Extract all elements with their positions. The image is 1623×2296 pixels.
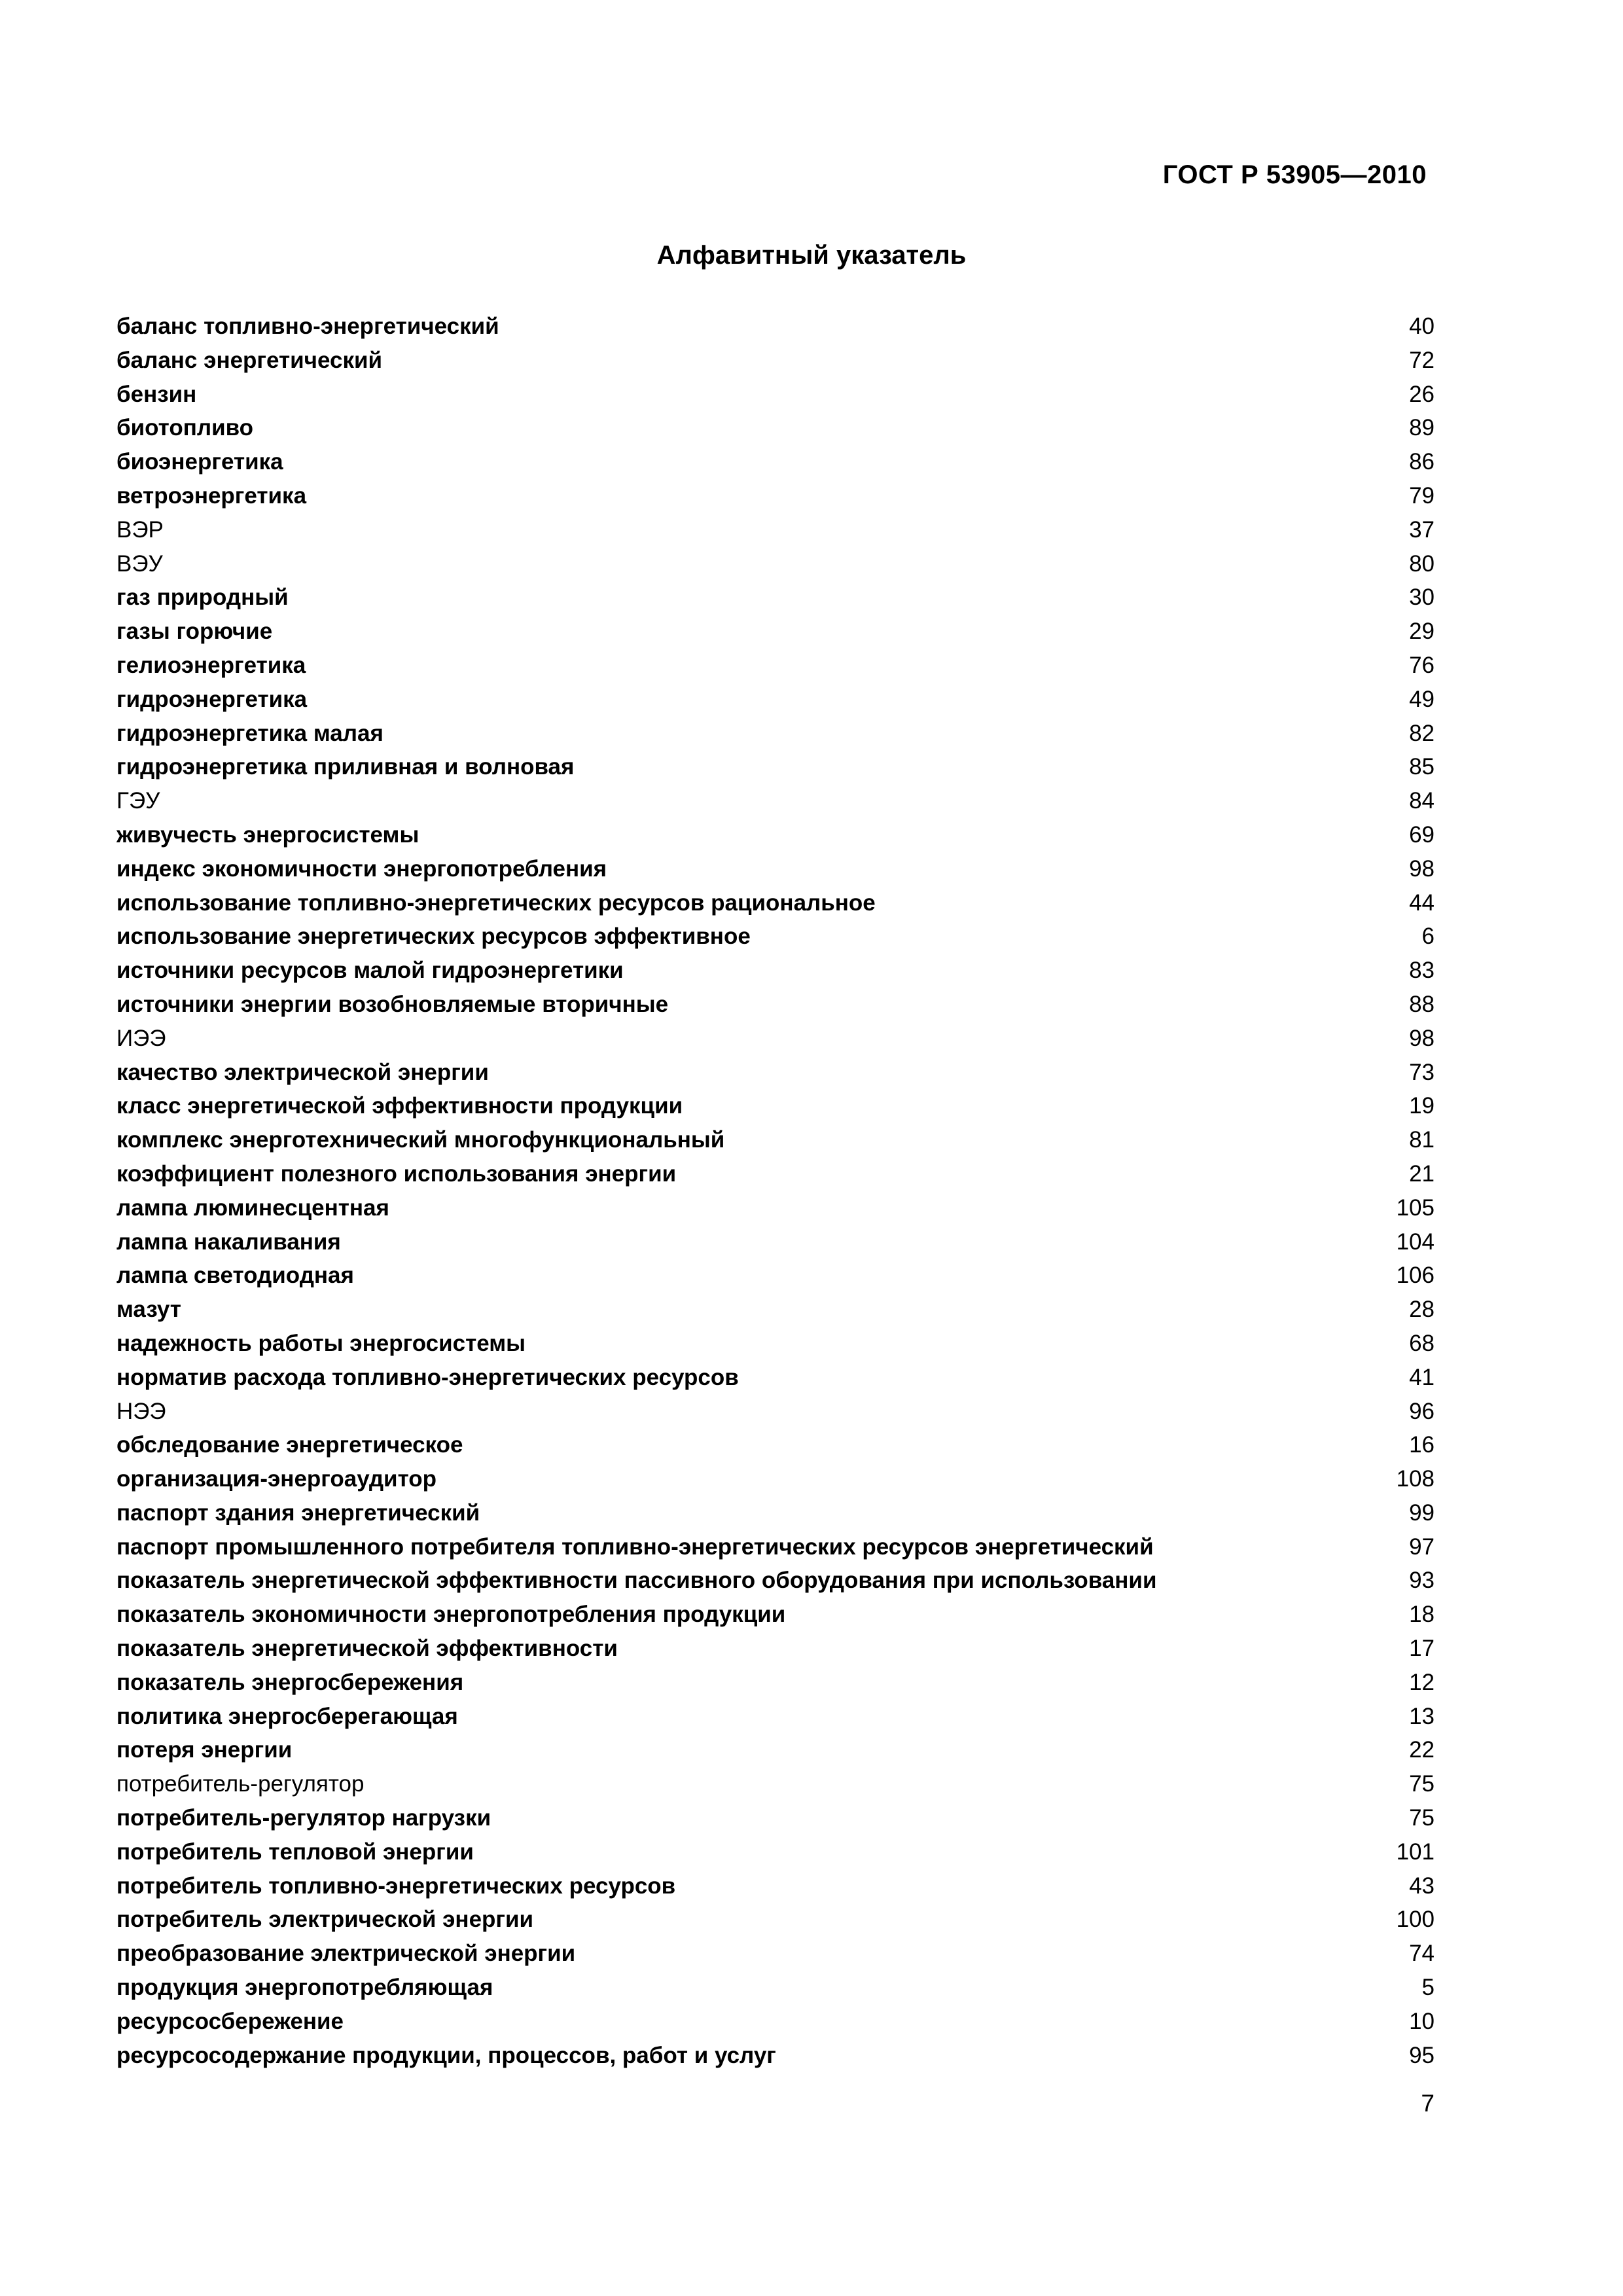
index-entry (116, 1327, 1435, 1361)
index-entry (116, 1259, 1435, 1293)
index-term: ветроэнергетика (116, 482, 307, 509)
index-term: ВЭР (116, 516, 164, 543)
index-term: биоэнергетика (116, 449, 283, 475)
index-page-ref: 100 (1396, 1907, 1435, 1933)
index-page-ref: 105 (1396, 1194, 1435, 1221)
index-page-ref: 97 (1409, 1534, 1435, 1560)
index-entry (116, 547, 1435, 581)
index-term: ресурсосодержание продукции, процессов, работ и услуг (116, 2042, 776, 2068)
index-page-ref: 80 (1409, 550, 1435, 577)
index-term: паспорт здания энергетический (116, 1499, 480, 1526)
index-term: надежность работы энергосистемы (116, 1330, 526, 1356)
index-entry (116, 1767, 1435, 1801)
index-page-ref: 89 (1409, 415, 1435, 441)
index-entry (116, 445, 1435, 479)
index-entry (116, 1225, 1435, 1259)
index-page-ref: 17 (1409, 1636, 1435, 1662)
index-term: обследование энергетическое (116, 1432, 463, 1458)
index-term: НЭЭ (116, 1398, 166, 1424)
index-entry (116, 310, 1435, 344)
index-entry (116, 1869, 1435, 1903)
index-term: гидроэнергетика приливная и волновая (116, 754, 575, 780)
index-page-ref: 82 (1409, 720, 1435, 746)
index-entry (116, 1428, 1435, 1462)
index-term: потребитель топливно-энергетических ресурсов (116, 1873, 676, 1899)
index-term: политика энергосберегающая (116, 1703, 458, 1729)
index-entry (116, 717, 1435, 751)
index-entry (116, 1191, 1435, 1225)
index-term: мазут (116, 1297, 181, 1323)
index-entry (116, 750, 1435, 784)
index-entry (116, 818, 1435, 852)
index-term: комплекс энерготехнический многофункциональный (116, 1127, 725, 1153)
index-term: класс энергетической эффективности продукции (116, 1093, 683, 1119)
index-page-ref: 95 (1409, 2042, 1435, 2068)
index-term: газ природный (116, 584, 289, 611)
index-term: паспорт промышленного потребителя топливно-энергетических ресурсов энергетический (116, 1534, 1154, 1560)
index-term: показатель экономичности энергопотребления продукции (116, 1602, 786, 1628)
index-entry (116, 683, 1435, 717)
index-term: лампа люминесцентная (116, 1194, 389, 1221)
index-page-ref: 22 (1409, 1737, 1435, 1763)
index-entry (116, 1496, 1435, 1530)
index-term: лампа накаливания (116, 1229, 341, 1255)
index-page-ref: 79 (1409, 482, 1435, 509)
index-entry (116, 378, 1435, 412)
index-entry (116, 1598, 1435, 1632)
index-entry (116, 1022, 1435, 1056)
index-term: показатель энергетической эффективности (116, 1636, 618, 1662)
index-page-ref: 96 (1409, 1398, 1435, 1424)
index-term: лампа светодиодная (116, 1263, 354, 1289)
index-entry (116, 1700, 1435, 1734)
index-page-ref: 6 (1421, 924, 1435, 950)
index-entry (116, 1801, 1435, 1835)
index-entry (116, 1293, 1435, 1327)
index-entry (116, 1530, 1435, 1564)
index-term: ВЭУ (116, 550, 163, 577)
index-term: ресурсосбережение (116, 2008, 344, 2034)
index-page-ref: 101 (1396, 1839, 1435, 1865)
index-entry (116, 852, 1435, 886)
index-entry (116, 1835, 1435, 1869)
index-page-ref: 73 (1409, 1059, 1435, 1085)
index-page-ref: 98 (1409, 1025, 1435, 1051)
index-term: преобразование электрической энергии (116, 1941, 576, 1967)
index-term: биотопливо (116, 415, 254, 441)
index-entry (116, 479, 1435, 513)
index-page-ref: 10 (1409, 2008, 1435, 2034)
index-page-ref: 28 (1409, 1297, 1435, 1323)
index-entry (116, 1157, 1435, 1191)
index-term: гелиоэнергетика (116, 652, 306, 678)
page-title: Алфавитный указатель (656, 241, 967, 270)
index-entry (116, 1462, 1435, 1496)
index-page-ref: 18 (1409, 1602, 1435, 1628)
index-term: гидроэнергетика (116, 686, 308, 712)
index-entry (116, 1733, 1435, 1767)
index-page-ref: 84 (1409, 788, 1435, 814)
index-page-ref: 19 (1409, 1093, 1435, 1119)
index-page-ref: 88 (1409, 991, 1435, 1017)
index-entry (116, 2039, 1435, 2073)
index-page-ref: 74 (1409, 1941, 1435, 1967)
index-page-ref: 98 (1409, 855, 1435, 882)
index-entry (116, 649, 1435, 683)
index-page-ref: 106 (1396, 1263, 1435, 1289)
index-term: потребитель тепловой энергии (116, 1839, 474, 1865)
index-entry (116, 784, 1435, 818)
index-term: баланс энергетический (116, 347, 383, 373)
index-page-ref: 16 (1409, 1432, 1435, 1458)
index-page-ref: 108 (1396, 1466, 1435, 1492)
index-term: качество электрической энергии (116, 1059, 489, 1085)
index-term: индекс экономичности энергопотребления (116, 855, 607, 882)
index-entry (116, 1361, 1435, 1395)
index-page-ref: 85 (1409, 754, 1435, 780)
index-term: источники энергии возобновляемые вторичные (116, 991, 669, 1017)
index-term: потребитель-регулятор нагрузки (116, 1805, 491, 1831)
index-entry (116, 954, 1435, 988)
index-page-ref: 26 (1409, 381, 1435, 407)
index-term: ГЭУ (116, 788, 160, 814)
index-entry (116, 1971, 1435, 2005)
index-page-ref: 93 (1409, 1568, 1435, 1594)
index-term: использование энергетических ресурсов эффективное (116, 924, 751, 950)
index-term: норматив расхода топливно-энергетических ресурсов (116, 1364, 739, 1390)
page-number: 7 (1421, 2090, 1435, 2117)
index-term: бензин (116, 381, 197, 407)
index-page-ref: 29 (1409, 619, 1435, 645)
index-term: показатель энергосбережения (116, 1669, 464, 1695)
index-page-ref: 83 (1409, 958, 1435, 984)
index-term: газы горючие (116, 619, 273, 645)
index-entry (116, 513, 1435, 547)
index-page-ref: 5 (1421, 1975, 1435, 2001)
index-page-ref: 30 (1409, 584, 1435, 611)
index-term: гидроэнергетика малая (116, 720, 383, 746)
index-page-ref: 49 (1409, 686, 1435, 712)
index-term: организация-энергоаудитор (116, 1466, 437, 1492)
index-entry (116, 411, 1435, 445)
index-entry (116, 1056, 1435, 1090)
index-term: использование топливно-энергетических ресурсов рациональное (116, 889, 876, 916)
index-page-ref: 37 (1409, 516, 1435, 543)
index-entry (116, 1123, 1435, 1157)
index-entry (116, 581, 1435, 615)
index-term: продукция энергопотребляющая (116, 1975, 493, 2001)
index-page-ref: 69 (1409, 821, 1435, 848)
index-entry (116, 886, 1435, 920)
index-entry (116, 1564, 1435, 1598)
index-page-ref: 99 (1409, 1499, 1435, 1526)
index-page-ref: 75 (1409, 1805, 1435, 1831)
index-entry (116, 615, 1435, 649)
index-page-ref: 41 (1409, 1364, 1435, 1390)
index-entry (116, 1632, 1435, 1666)
index-page-ref: 86 (1409, 449, 1435, 475)
index-page-ref: 76 (1409, 652, 1435, 678)
index-page-ref: 43 (1409, 1873, 1435, 1899)
index-term: ИЭЭ (116, 1025, 166, 1051)
index-entry (116, 1937, 1435, 1971)
index-entry (116, 988, 1435, 1022)
index-term: потребитель электрической энергии (116, 1907, 534, 1933)
index-page-ref: 72 (1409, 347, 1435, 373)
index-page-ref: 13 (1409, 1703, 1435, 1729)
index-term: показатель энергетической эффективности пассивного оборудования при использовании (116, 1568, 1157, 1594)
index-page-ref: 75 (1409, 1771, 1435, 1797)
index-page-ref: 68 (1409, 1330, 1435, 1356)
index-term: потеря энергии (116, 1737, 293, 1763)
standard-code-header: ГОСТ Р 53905—2010 (1162, 160, 1427, 189)
index-entry (116, 920, 1435, 954)
index-page-ref: 12 (1409, 1669, 1435, 1695)
index-entry (116, 1395, 1435, 1429)
index-entry (116, 344, 1435, 378)
index-term: потребитель-регулятор (116, 1771, 365, 1797)
index-entry (116, 1666, 1435, 1700)
index-entry (116, 2005, 1435, 2039)
alphabetical-index-list (116, 310, 1435, 2072)
index-page-ref: 81 (1409, 1127, 1435, 1153)
index-page-ref: 44 (1409, 889, 1435, 916)
index-term: коэффициент полезного использования энергии (116, 1160, 677, 1187)
index-page-ref: 40 (1409, 314, 1435, 339)
index-page-ref: 104 (1396, 1229, 1435, 1255)
index-term: живучесть энергосистемы (116, 821, 419, 848)
index-page-ref: 21 (1409, 1160, 1435, 1187)
index-term: источники ресурсов малой гидроэнергетики (116, 958, 624, 984)
index-term: баланс топливно-энергетический (116, 314, 499, 339)
index-entry (116, 1903, 1435, 1937)
index-entry (116, 1089, 1435, 1123)
